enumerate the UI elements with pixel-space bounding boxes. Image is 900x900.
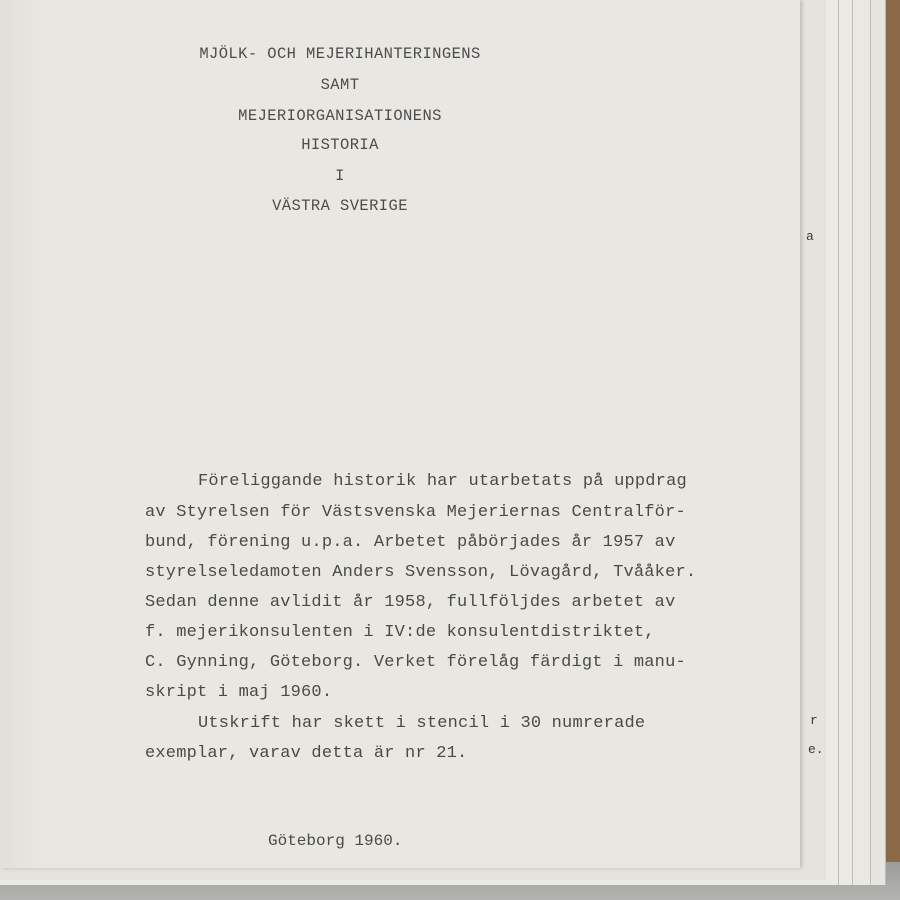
- margin-mark: r: [810, 713, 818, 728]
- paragraph-line: styrelseledamoten Anders Svensson, Lövagård, Tvååker.: [145, 563, 697, 582]
- paragraph-line: Utskrift har skett i stencil i 30 numrerade: [198, 714, 646, 733]
- paragraph-line: av Styrelsen för Västsvenska Mejeriernas Centralför-: [145, 503, 686, 522]
- paragraph-line: bund, förening u.p.a. Arbetet påbörjades år 1957 av: [145, 533, 676, 552]
- title-line: I: [335, 167, 345, 185]
- margin-mark: a: [806, 229, 814, 244]
- title-line: HISTORIA: [301, 136, 379, 154]
- title-line: MJÖLK- OCH MEJERIHANTERINGENS: [199, 45, 481, 63]
- place-date: Göteborg 1960.: [268, 832, 403, 850]
- paragraph-line: Föreliggande historik har utarbetats på uppdrag: [198, 472, 687, 491]
- margin-mark: e.: [808, 742, 824, 757]
- paragraph-line: f. mejerikonsulenten i IV:de konsulentdistriktet,: [145, 623, 655, 642]
- paragraph-line: exemplar, varav detta är nr 21.: [145, 744, 468, 763]
- paragraph-line: C. Gynning, Göteborg. Verket förelåg färdigt i manu-: [145, 653, 686, 672]
- paragraph-line: skript i maj 1960.: [145, 683, 333, 702]
- title-line: VÄSTRA SVERIGE: [272, 197, 408, 215]
- title-line: SAMT: [320, 76, 360, 94]
- title-line: MEJERIORGANISATIONENS: [238, 107, 442, 125]
- paragraph-line: Sedan denne avlidit år 1958, fullföljdes arbetet av: [145, 593, 676, 612]
